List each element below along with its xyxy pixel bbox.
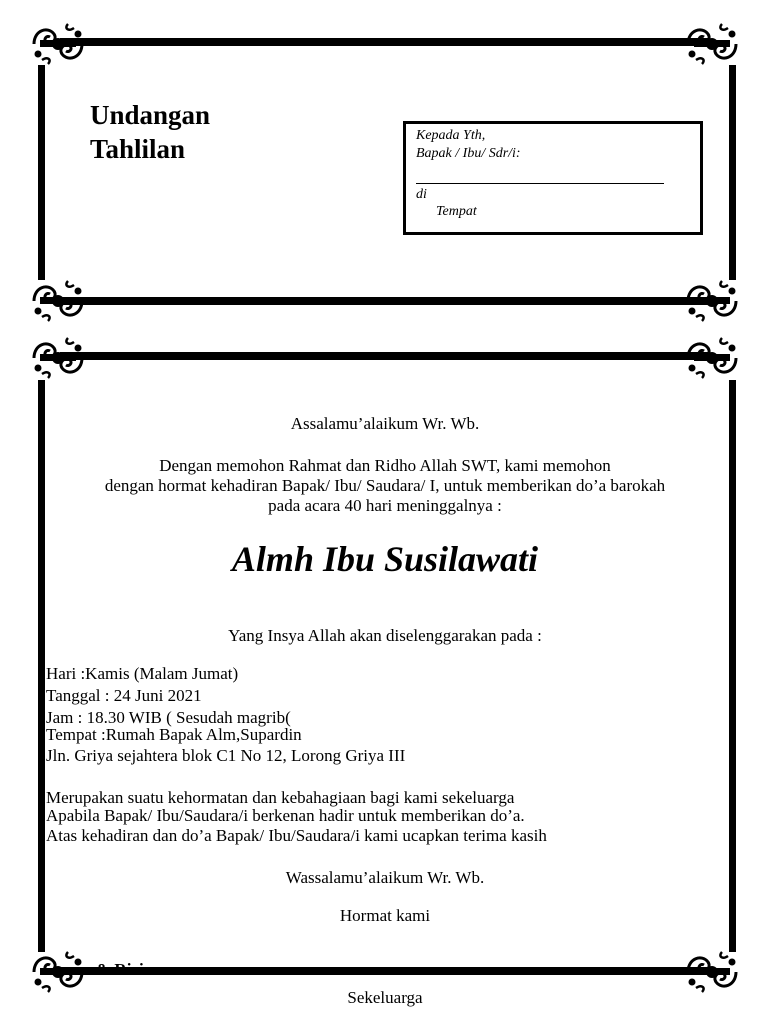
greeting: Assalamu’alaikum Wr. Wb. xyxy=(290,414,480,433)
envelope-title-line1: Undangan xyxy=(90,100,211,130)
envelope-border-right xyxy=(729,65,736,280)
corner-ornament-icon xyxy=(28,277,88,325)
address-line1: Kepada Yth, xyxy=(416,128,486,143)
event-intro: Yang Insya Allah akan diselenggarakan pada : xyxy=(228,626,542,645)
event-day: Hari :Kamis (Malam Jumat) xyxy=(46,664,239,683)
corner-ornament-icon xyxy=(682,277,742,325)
farewell: Wassalamu’alaikum Wr. Wb. xyxy=(285,868,485,887)
letter-border-top xyxy=(60,352,710,360)
address-box xyxy=(403,121,703,235)
event-time: Jam : 18.30 WIB ( Sesudah magrib( xyxy=(46,708,291,727)
corner-ornament-icon xyxy=(682,334,742,382)
envelope-border-left xyxy=(38,65,45,280)
event-date: Tanggal : 24 Juni 2021 xyxy=(46,686,202,705)
letter-border-bottom xyxy=(60,967,710,975)
corner-ornament-icon xyxy=(682,20,742,68)
letter-border-right xyxy=(729,380,736,952)
address-line2: Bapak / Ibu/ Sdr/i: xyxy=(416,146,521,161)
address-line4: Tempat xyxy=(436,204,477,219)
corner-ornament-icon xyxy=(28,334,88,382)
event-place: Tempat :Rumah Bapak Alm,Supardin xyxy=(46,725,302,744)
closing-line: Apabila Bapak/ Ibu/Saudara/i berkenan hadir untuk memberikan do’a. xyxy=(46,806,525,825)
corner-ornament-icon xyxy=(28,20,88,68)
event-address: Jln. Griya sejahtera blok C1 No 12, Lorong Griya III xyxy=(46,746,406,765)
envelope-border-top xyxy=(60,38,710,46)
deceased-name: Almh Ibu Susilawati xyxy=(231,539,539,579)
regards: Hormat kami xyxy=(339,906,431,925)
intro-line: Dengan memohon Rahmat dan Ridho Allah SWT, kami memohon xyxy=(159,456,611,475)
envelope-border-bottom xyxy=(60,297,710,305)
signer-name: & Ririn xyxy=(96,960,154,979)
address-blank-line xyxy=(416,183,664,184)
intro-line: dengan hormat kehadiran Bapak/ Ibu/ Saudara/ I, untuk memberikan do’a barokah xyxy=(104,476,666,495)
envelope-title-line2: Tahlilan xyxy=(90,134,186,164)
address-line3: di xyxy=(416,187,427,202)
family-signature: Sekeluarga xyxy=(347,988,423,1007)
intro-line: pada acara 40 hari meninggalnya : xyxy=(268,496,502,515)
closing-line: Merupakan suatu kehormatan dan kebahagiaan bagi kami sekeluarga xyxy=(46,788,515,807)
closing-line: Atas kehadiran dan do’a Bapak/ Ibu/Saudara/i kami ucapkan terima kasih xyxy=(46,826,547,845)
